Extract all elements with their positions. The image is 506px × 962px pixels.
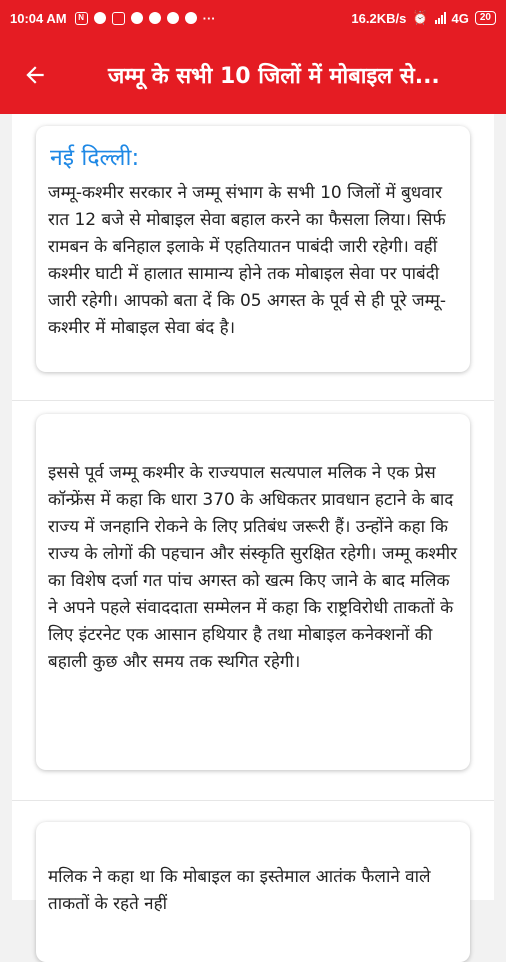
status-right <box>351 10 496 26</box>
card-heading: नई दिल्ली: <box>50 145 140 171</box>
card-text: इससे पूर्व जम्मू कश्मीर के राज्यपाल सत्यपाल मलिक ने एक प्रेस कॉन्फ्रेंस में कहा कि धारा 370 के अधिकतर प्रावधान हटाने के बाद राज्य में जनहानि रोकने के लिए प्रतिबंध जरूरी हैं। उन्होंने कहा कि राज्य के लोगों की पहचान और संस्कृति सुरक्षित रहेगी। जम्मू कश्मीर का विशेष दर्जा गत पांच अगस्त को खत्म किए जाने के बाद मलिक ने अपने पहले संवाददाता सम्मेलन में कहा कि राष्ट्रविरोधी ताकतों के लिए इंटरनेट एक आसान हथियार है तथा मोबाइल कनेक्शनों की बहाली कुछ और समय तक स्थगित रहेगी। <box>48 463 458 672</box>
status-time: 10:04 AM <box>10 10 67 26</box>
battery-icon: 20 <box>475 11 496 25</box>
page-title: जम्मू के सभी 10 जिलों में मोबाइल से... <box>108 64 440 89</box>
card-text: मलिक ने कहा था कि मोबाइल का इस्तेमाल आतंक फैलाने वाले ताकतों के रहते नहीं <box>48 867 431 914</box>
app-icon <box>149 12 161 24</box>
status-bar <box>0 0 506 36</box>
alarm-icon: ⏰ <box>412 10 429 25</box>
more-notifications-icon: ··· <box>202 10 216 26</box>
app-notification-icon: N <box>75 12 88 25</box>
divider <box>12 800 494 801</box>
article-content[interactable] <box>12 114 494 914</box>
divider <box>12 400 494 401</box>
back-arrow-icon <box>22 62 48 88</box>
chrome-icon <box>185 12 197 24</box>
chrome-icon <box>167 12 179 24</box>
signal-icon <box>435 12 446 24</box>
message-icon <box>112 12 125 25</box>
article-card <box>36 414 470 770</box>
article-card <box>36 126 470 372</box>
sync-icon <box>94 12 106 24</box>
notification-icons <box>75 11 216 26</box>
back-button[interactable] <box>0 36 70 114</box>
network-speed: 16.2KB/s <box>351 10 407 26</box>
article-card <box>36 822 470 962</box>
network-type: 4G <box>451 10 469 26</box>
app-icon <box>131 12 143 24</box>
card-text: जम्मू-कश्मीर सरकार ने जम्मू संभाग के सभी 10 जिलों में बुधवार रात 12 बजे से मोबाइल सेवा बहाल करने का फैसला लिया। सिर्फ रामबन के बनिहाल इलाके में एहतियातन पाबंदी जारी रहेगी। वहीं कश्मीर घाटी में हालात सामान्य होने तक मोबाइल सेवा पर पाबंदी जारी रहेगी। आपको बता दें कि 05 अगस्त के पूर्व से ही पूरे जम्मू-कश्मीर में मोबाइल सेवा बंद है। <box>48 183 446 338</box>
app-bar <box>0 36 506 114</box>
